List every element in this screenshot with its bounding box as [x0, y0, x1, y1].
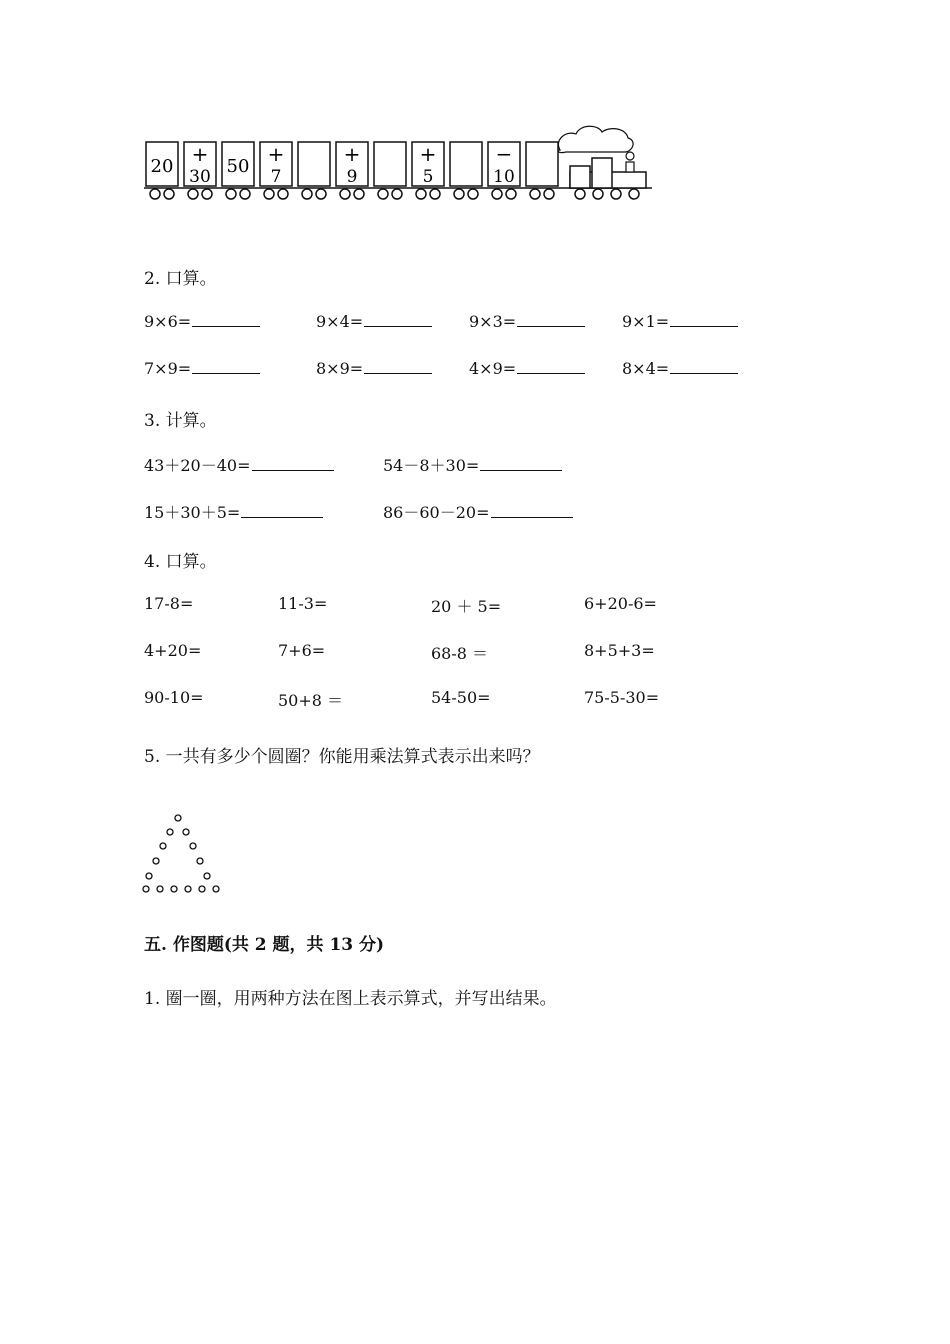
- circle-mark: [213, 886, 219, 892]
- q4-problem: [278, 688, 343, 711]
- q4-problem: [144, 594, 193, 613]
- q4-problem: [431, 688, 491, 707]
- problem-text: 9×4=: [316, 312, 364, 331]
- problem-text: 20 ＋ 5=: [431, 597, 502, 616]
- wheel: [316, 189, 326, 199]
- circle-mark: [171, 886, 177, 892]
- circle-mark: [183, 829, 189, 835]
- q2-problem: [469, 312, 585, 331]
- q4-problem: [431, 641, 488, 664]
- problem-text: 9×1=: [622, 312, 670, 331]
- circle-mark: [204, 873, 210, 879]
- wheel: [611, 189, 621, 199]
- problem-text: 50+8 ＝: [278, 691, 344, 710]
- circle-mark: [153, 858, 159, 864]
- car-number: 7: [270, 167, 282, 187]
- q3-problem: [144, 453, 334, 476]
- smoke-cloud: [558, 126, 633, 152]
- train-engine: [558, 126, 646, 188]
- problem-text: 8+5+3=: [584, 641, 655, 660]
- answer-blank[interactable]: [480, 469, 562, 471]
- q5-title: 5. 一共有多少个圆圈？你能用乘法算式表示出来吗？: [144, 747, 540, 767]
- q3-problem: [383, 500, 573, 523]
- circle-mark: [146, 873, 152, 879]
- problem-text: 4×9=: [469, 359, 517, 378]
- problem-text: 6+20-6=: [584, 594, 657, 613]
- circle-mark: [190, 843, 196, 849]
- wheel: [264, 189, 274, 199]
- wheel: [629, 189, 639, 199]
- wheel: [530, 189, 540, 199]
- answer-blank[interactable]: [517, 325, 585, 327]
- problem-text: 75-5-30=: [584, 688, 660, 707]
- car-operator: +: [191, 142, 209, 166]
- wheel: [506, 189, 516, 199]
- train-illustration: [140, 122, 670, 206]
- problem-text: 8×4=: [622, 359, 670, 378]
- q4-problem: [584, 688, 659, 707]
- wheel: [240, 189, 250, 199]
- q4-problem: [278, 641, 325, 660]
- answer-blank[interactable]: [670, 372, 738, 374]
- wheel: [544, 189, 554, 199]
- car-number: 30: [189, 167, 211, 187]
- circle-mark: [143, 886, 149, 892]
- answer-blank[interactable]: [364, 325, 432, 327]
- circles-triangle-figure: [138, 808, 230, 898]
- q4-problem: [278, 594, 327, 613]
- wheel: [416, 189, 426, 199]
- answer-blank[interactable]: [364, 372, 432, 374]
- q2-problem: [316, 312, 432, 331]
- s5q1-title: 1. 圈一圈，用两种方法在图上表示算式，并写出结果。: [144, 989, 557, 1009]
- problem-text: 54-50=: [431, 688, 491, 707]
- wheel: [278, 189, 288, 199]
- train-wheels: [150, 189, 639, 199]
- car-number: 9: [346, 167, 358, 187]
- wheel: [454, 189, 464, 199]
- q4-problem: [144, 641, 201, 660]
- q4-problem: [431, 594, 501, 617]
- q4-problem: [144, 688, 204, 707]
- wheel: [378, 189, 388, 199]
- q3-problem: [383, 453, 562, 476]
- answer-blank[interactable]: [192, 325, 260, 327]
- circle-mark: [175, 815, 181, 821]
- car-number: 10: [493, 167, 515, 187]
- q2-problem: [469, 359, 585, 378]
- train-cars: [146, 142, 558, 187]
- problem-text: 54－8＋30=: [383, 456, 480, 475]
- train-car: [450, 142, 482, 186]
- problem-text: 43＋20－40=: [144, 456, 251, 475]
- wheel: [354, 189, 364, 199]
- answer-blank[interactable]: [517, 372, 585, 374]
- car-operator: +: [419, 142, 437, 166]
- wheel: [593, 189, 603, 199]
- q2-problem: [144, 312, 260, 331]
- train-car: [374, 142, 406, 186]
- wheel: [302, 189, 312, 199]
- q3-title: 3. 计算。: [144, 411, 217, 431]
- q4-problem: [584, 641, 655, 660]
- problem-text: 68-8 ＝: [431, 644, 489, 663]
- q4-title: 4. 口算。: [144, 552, 217, 572]
- answer-blank[interactable]: [241, 516, 323, 518]
- q2-problem: [144, 359, 260, 378]
- train-car: [298, 142, 330, 186]
- wheel: [392, 189, 402, 199]
- wheel: [468, 189, 478, 199]
- q2-problem: [622, 312, 738, 331]
- wheel: [575, 189, 585, 199]
- wheel: [150, 189, 160, 199]
- problem-text: 86－60－20=: [383, 503, 490, 522]
- problem-text: 9×3=: [469, 312, 517, 331]
- answer-blank[interactable]: [192, 372, 260, 374]
- circle-mark: [197, 858, 203, 864]
- section5-title: 五. 作图题(共 2 题，共 13 分): [144, 935, 385, 955]
- train-car: [526, 142, 558, 186]
- q4-problem: [584, 594, 657, 613]
- answer-blank[interactable]: [252, 469, 334, 471]
- wheel: [492, 189, 502, 199]
- wheel: [226, 189, 236, 199]
- problem-text: 15＋30＋5=: [144, 503, 241, 522]
- wheel: [164, 189, 174, 199]
- problem-text: 90-10=: [144, 688, 204, 707]
- circle-mark: [185, 886, 191, 892]
- car-operator: +: [267, 142, 285, 166]
- q2-title: 2. 口算。: [144, 269, 217, 289]
- car-number: 50: [226, 156, 250, 177]
- problem-text: 11-3=: [278, 594, 328, 613]
- answer-blank[interactable]: [670, 325, 738, 327]
- problem-text: 4+20=: [144, 641, 202, 660]
- circle-mark: [199, 886, 205, 892]
- problem-text: 9×6=: [144, 312, 192, 331]
- problem-text: 8×9=: [316, 359, 364, 378]
- q2-problem: [622, 359, 738, 378]
- car-number: 5: [422, 167, 434, 187]
- car-operator: +: [343, 142, 361, 166]
- wheel: [188, 189, 198, 199]
- problem-text: 7×9=: [144, 359, 192, 378]
- wheel: [202, 189, 212, 199]
- wheel: [430, 189, 440, 199]
- circle-mark: [160, 843, 166, 849]
- answer-blank[interactable]: [491, 516, 573, 518]
- car-number: 20: [150, 156, 174, 177]
- circle-mark: [157, 886, 163, 892]
- q3-problem: [144, 500, 323, 523]
- car-operator: −: [495, 142, 513, 166]
- q2-problem: [316, 359, 432, 378]
- problem-text: 7+6=: [278, 641, 326, 660]
- wheel: [340, 189, 350, 199]
- problem-text: 17-8=: [144, 594, 194, 613]
- circle-mark: [167, 829, 173, 835]
